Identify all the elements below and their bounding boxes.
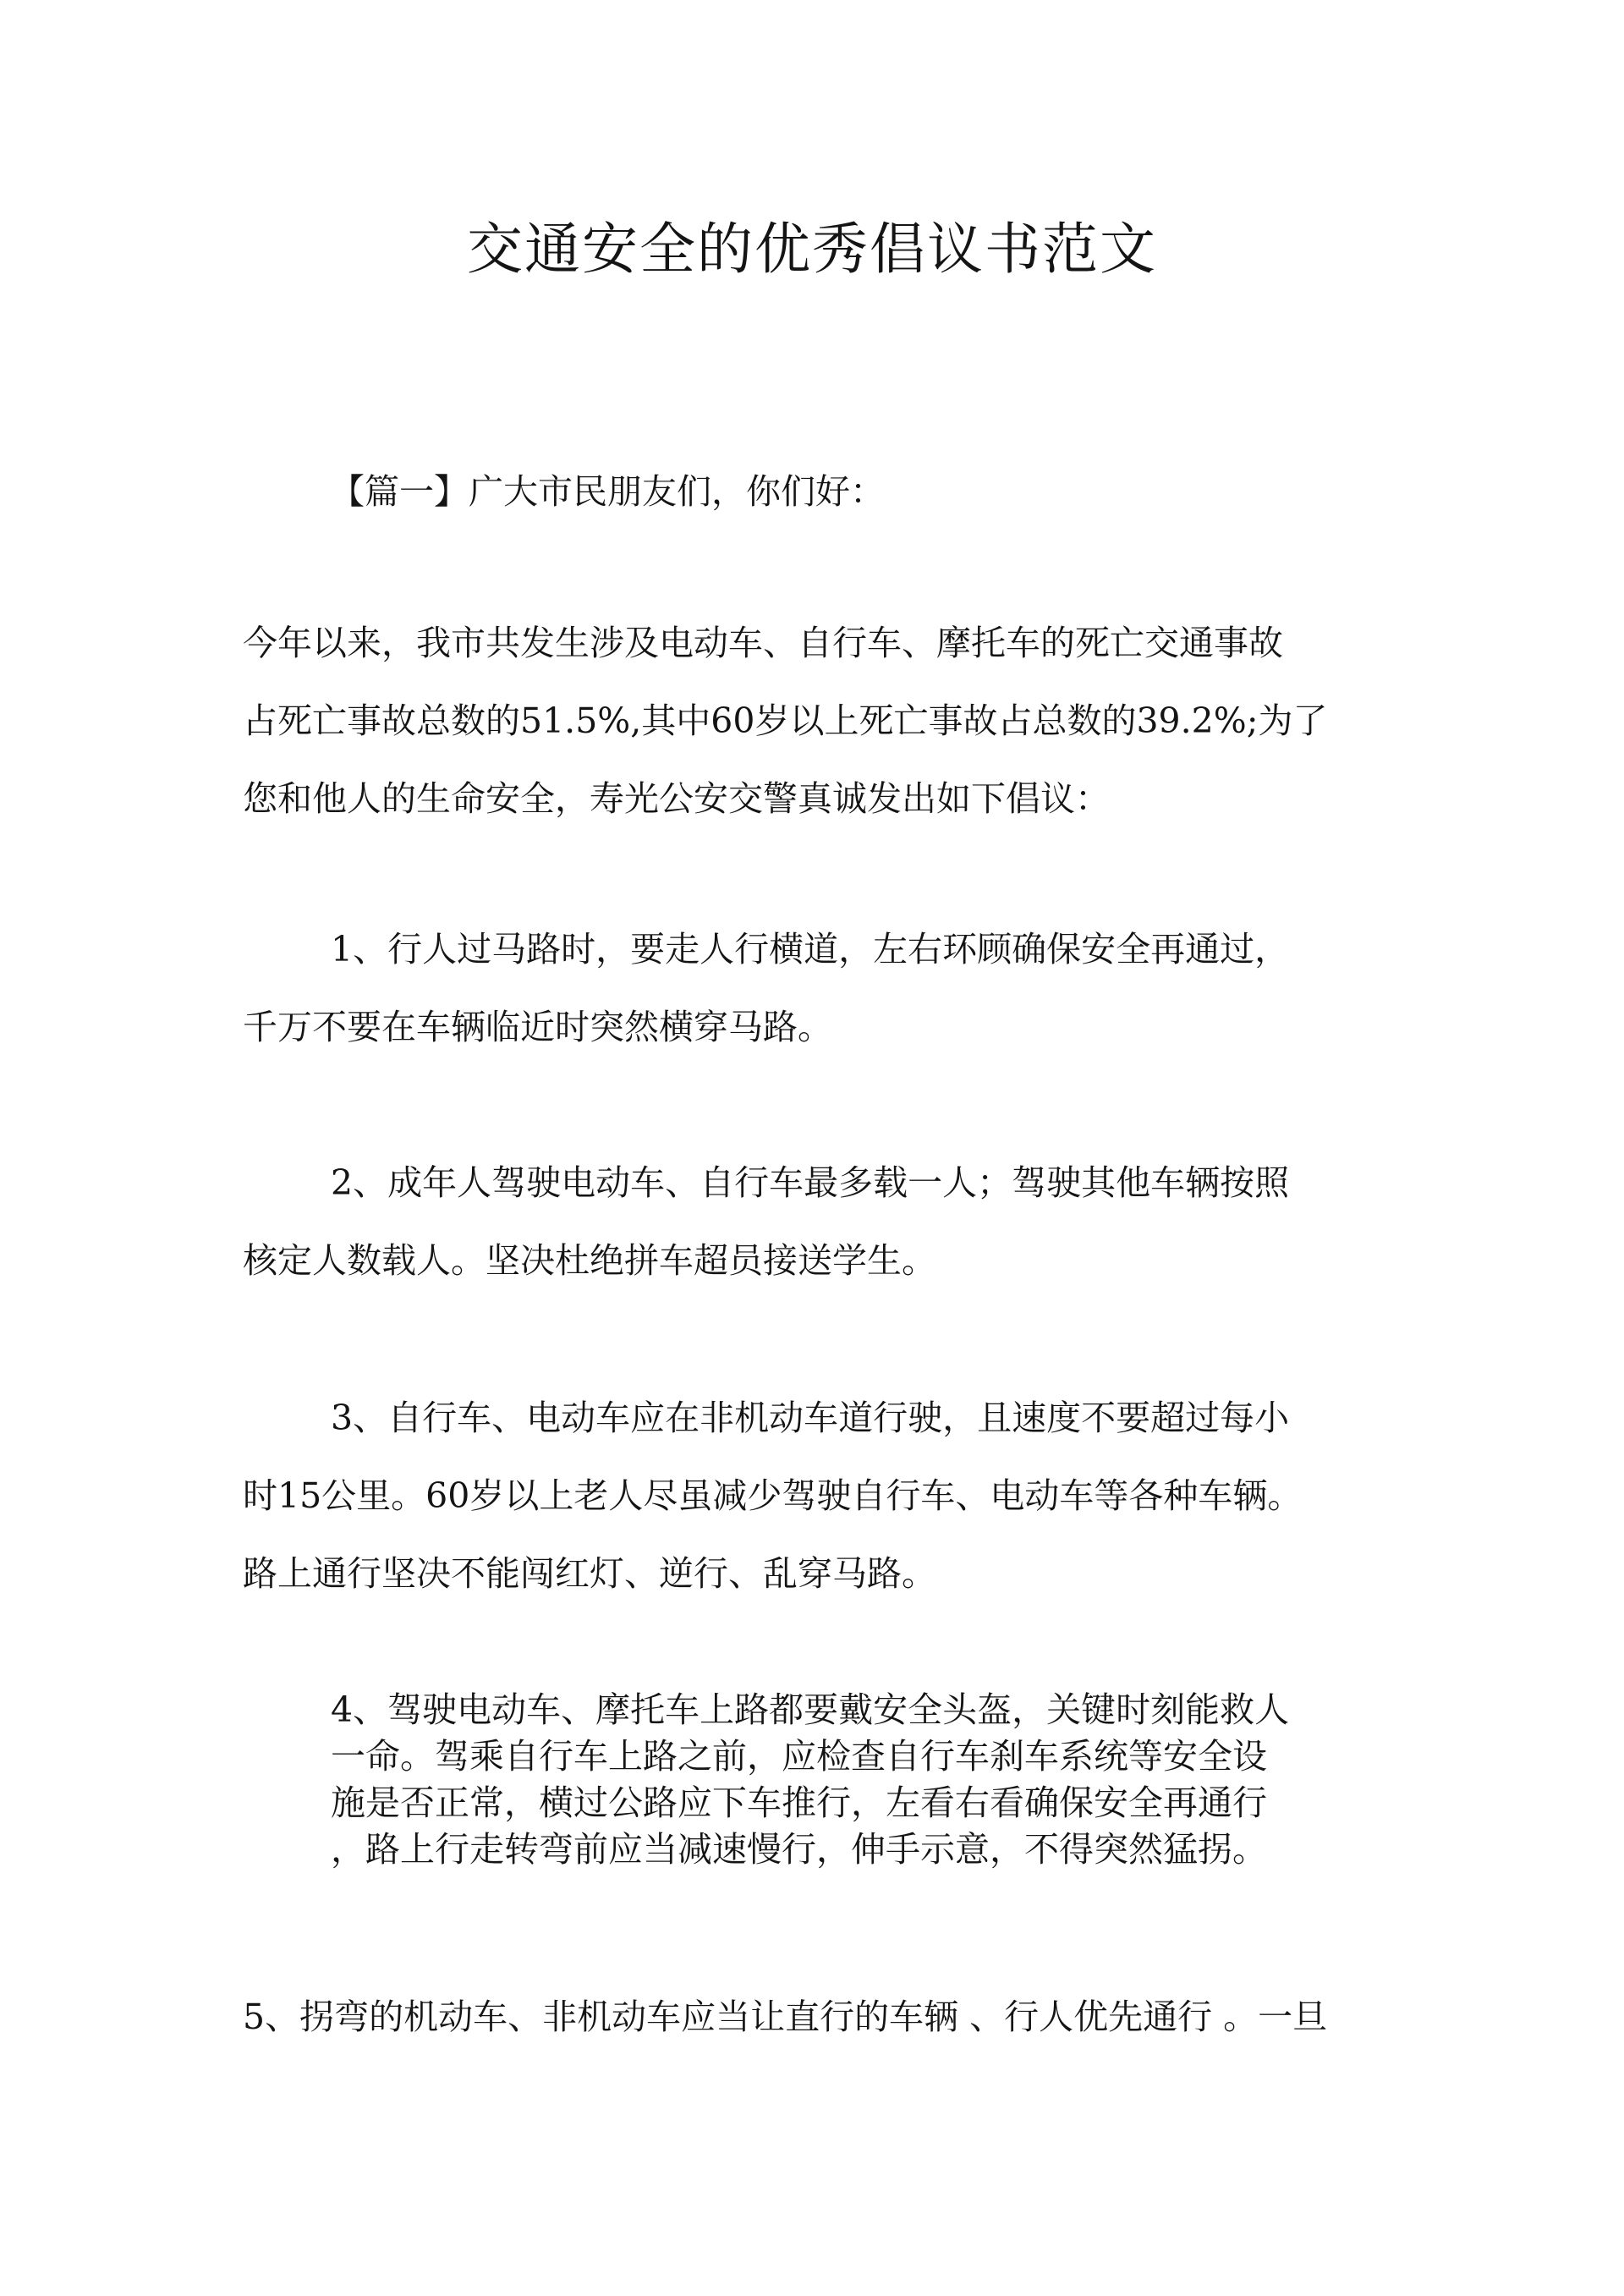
item-2-line-2: 核定人数载人。坚决杜绝拼车超员接送学生。 [243,1240,936,1281]
proposal-item-2 [243,1144,1376,1299]
intro-line-3: 您和他人的生命安全，寿光公安交警真诚发出如下倡议： [243,778,1110,819]
document-title: 交通安全的优秀倡议书范文 [467,217,1157,282]
item-3-line-1: 3、自行车、电动车应在非机动车道行驶，且速度不要超过每小 [331,1398,1290,1438]
greeting-line: 【篇一】广大市民朋友们，你们好： [330,471,885,512]
intro-line-1: 今年以来，我市共发生涉及电动车、自行车、摩托车的死亡交通事故 [243,623,1283,663]
item-1-line-1: 1、行人过马路时，要走人行横道，左右环顾确保安全再通过， [331,929,1290,969]
proposal-item-5 [243,1978,1376,2056]
intro-paragraph [243,604,1376,838]
item-4-line-2: 一命。驾乘自行车上路之前，应检查自行车刹车系统等安全设 [331,1736,1267,1777]
item-4-line-3: 施是否正常，横过公路应下车推行，左看右看确保安全再通行 [331,1782,1267,1823]
proposal-item-3 [243,1379,1376,1612]
item-1-line-2: 千万不要在车辆临近时突然横穿马路。 [243,1007,832,1047]
item-4-line-1: 4、驾驶电动车、摩托车上路都要戴安全头盔，关键时刻能救人 [331,1689,1290,1730]
greeting-paragraph [330,453,1463,530]
proposal-item-4 [331,1687,1464,1873]
item-2-line-1: 2、成年人驾驶电动车、自行车最多载一人；驾驶其他车辆按照 [331,1162,1290,1203]
item-5-line-1: 5、拐弯的机动车、非机动车应当让直行的车辆 、行人优先通行 。一旦 [243,1997,1328,2037]
item-3-line-3: 路上通行坚决不能闯红灯、逆行、乱穿马路。 [243,1553,936,1594]
intro-line-2: 占死亡事故总数的51.5%,其中60岁以上死亡事故占总数的39.2%;为了 [243,700,1328,741]
item-3-line-2: 时15公里。60岁以上老人尽虽减少驾驶自行车、电动车等各种车辆。 [243,1475,1303,1516]
proposal-item-1 [243,910,1376,1066]
item-4-line-4: ，路上行走转弯前应当减速慢行，伸手示意，不得突然猛拐。 [331,1829,1267,1870]
